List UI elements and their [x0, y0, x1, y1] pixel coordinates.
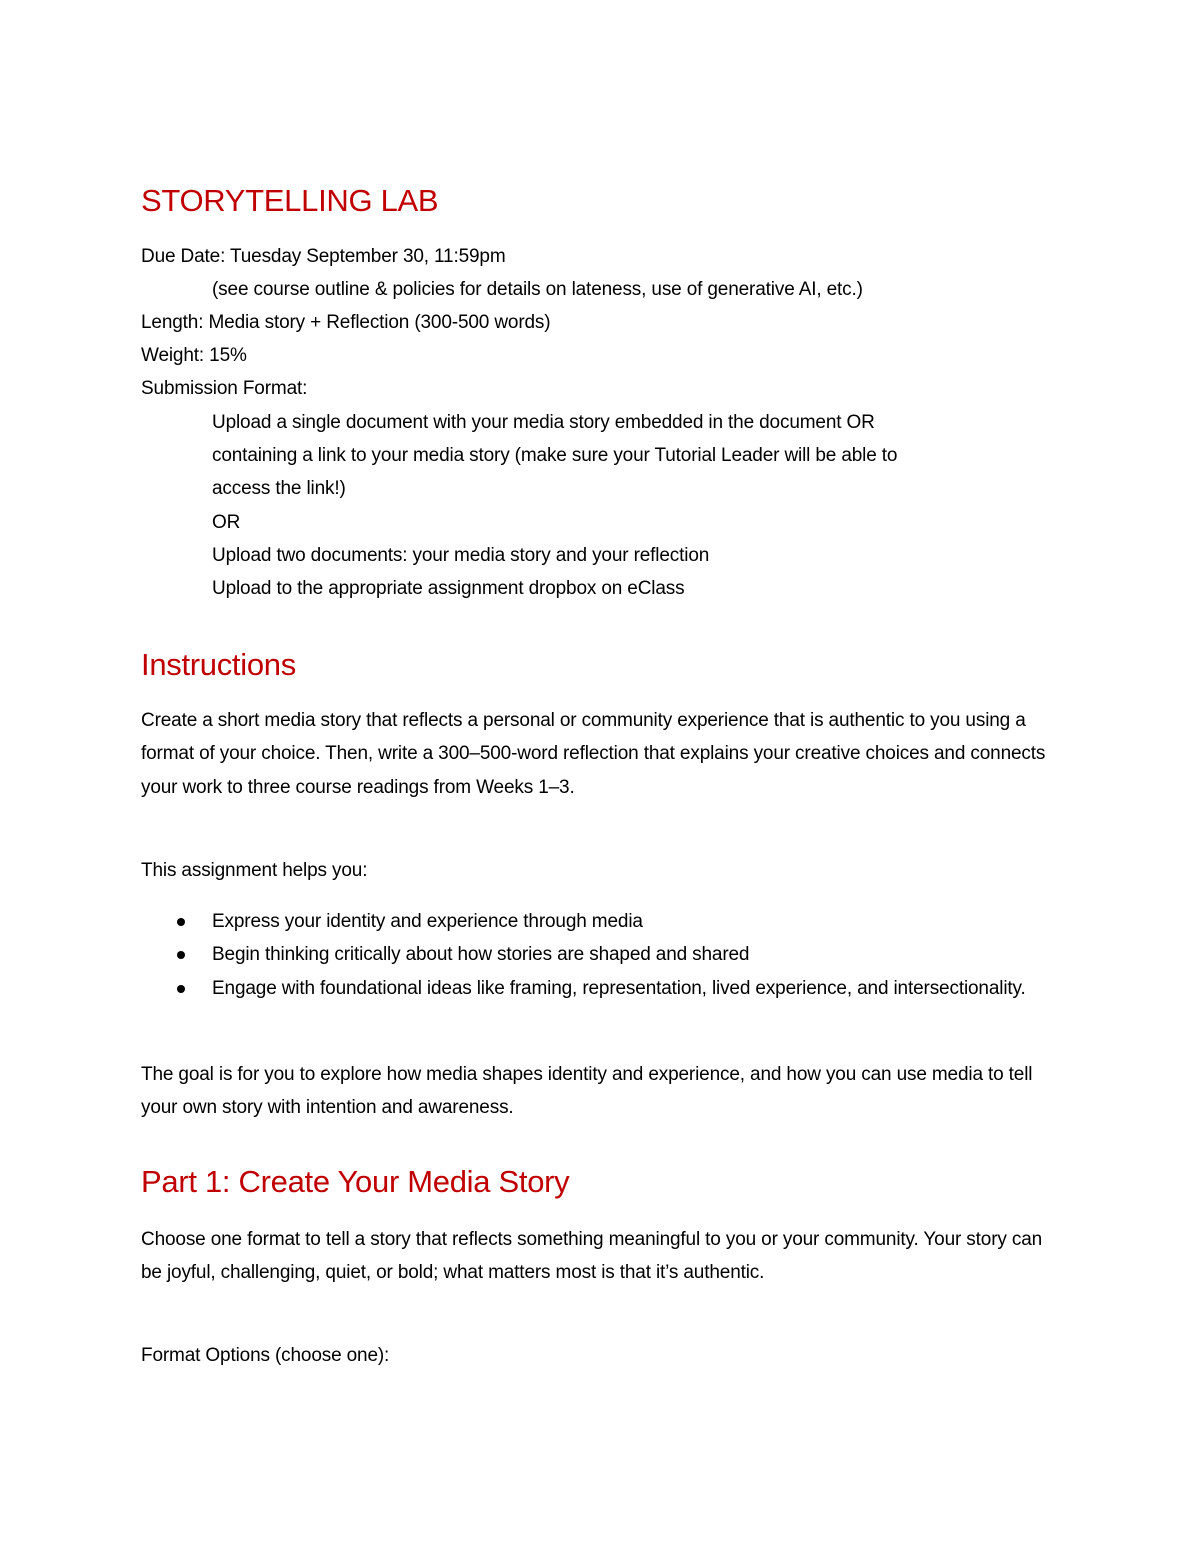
helps-label: This assignment helps you: [141, 860, 368, 881]
submission-line: Upload to the appropriate assignment dropbox on eClass [212, 578, 685, 599]
due-date-note: (see course outline & policies for details on lateness, use of generative AI, etc.) [212, 279, 863, 300]
instructions-heading: Instructions [141, 647, 296, 682]
list-item [141, 938, 1056, 971]
submission-line: access the link!) [212, 478, 346, 499]
bullet-dot-icon [177, 951, 185, 959]
bullet-dot-icon [177, 985, 185, 993]
submission-or: OR [212, 512, 241, 533]
goal-paragraph: The goal is for you to explore how media shapes identity and experience, and how you can use media to tell your own story with intention and awareness. [141, 1064, 1033, 1119]
bullet-list [141, 905, 1056, 1005]
list-item-text: Begin thinking critically about how stories are shaped and shared [212, 944, 750, 966]
due-date: Due Date: Tuesday September 30, 11:59pm [141, 246, 506, 267]
list-item [141, 972, 1056, 1005]
submission-line: Upload a single document with your media story embedded in the document OR [212, 412, 875, 433]
list-item-text: Express your identity and experience through media [212, 911, 643, 932]
document-title: STORYTELLING LAB [141, 183, 439, 218]
length-line: Length: Media story + Reflection (300-500 words) [141, 312, 551, 333]
instructions-paragraph: Create a short media story that reflects a personal or community experience that is authentic to you using a format of your choice. Then, write a 300–500-word reflection that explains your creative choices and connects your work to three course readings from Weeks 1–3. [141, 710, 1046, 798]
bullet-dot-icon [177, 918, 185, 926]
list-item [141, 905, 1056, 938]
weight-line: Weight: 15% [141, 345, 247, 366]
format-options-label: Format Options (choose one): [141, 1345, 390, 1366]
submission-format-label: Submission Format: [141, 378, 308, 399]
part1-paragraph: Choose one format to tell a story that reflects something meaningful to you or your community. Your story can be joyful, challenging, quiet, or bold; what matters most is that it’s authentic. [141, 1229, 1043, 1284]
submission-line: Upload two documents: your media story and your reflection [212, 545, 710, 566]
submission-line: containing a link to your media story (make sure your Tutorial Leader will be able to [212, 445, 898, 466]
part1-heading: Part 1: Create Your Media Story [141, 1164, 570, 1199]
list-item-text: Engage with foundational ideas like framing, representation, lived experience, and intersectionality. [212, 977, 1026, 999]
